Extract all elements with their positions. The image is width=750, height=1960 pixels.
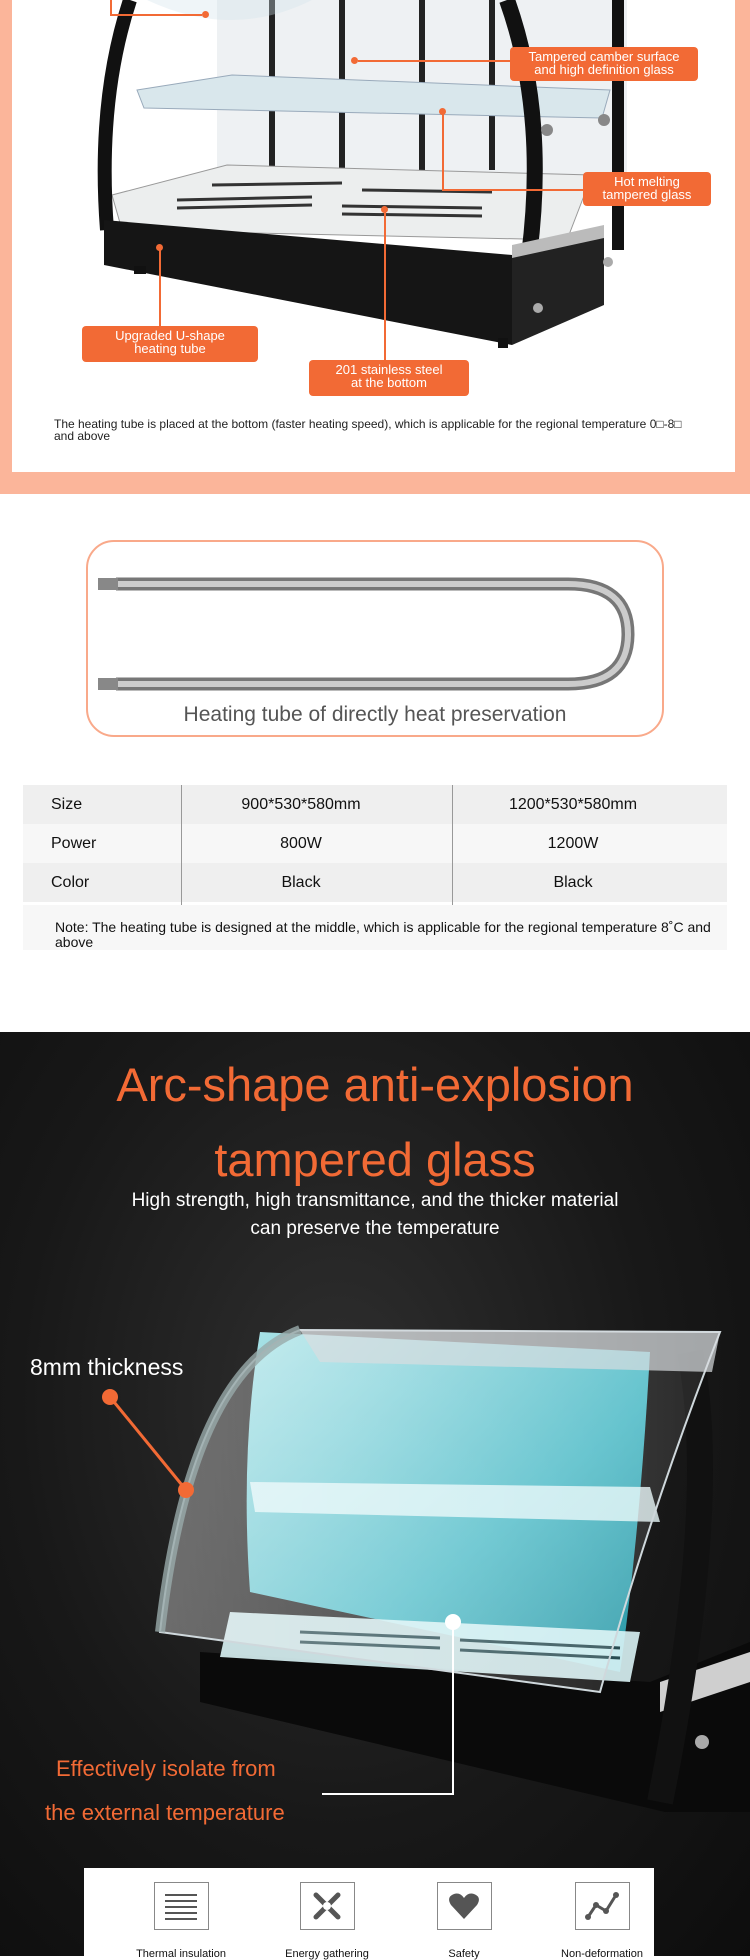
glass-title-line2: tampered glass — [214, 1133, 536, 1186]
table-row — [23, 824, 727, 863]
callout-hot-melting: Hot melting tampered glass — [583, 172, 711, 206]
glass-subtitle-line2: can preserve the temperature — [250, 1218, 500, 1239]
glass-title-line1: Arc-shape anti-explosion — [116, 1058, 634, 1111]
feature-label: Thermal insulation — [136, 1948, 226, 1960]
callout-dot — [351, 57, 358, 64]
isolate-line1: Effectively isolate from — [56, 1756, 276, 1781]
column-divider — [452, 785, 453, 905]
thickness-label: 8mm thickness — [30, 1354, 184, 1380]
isolate-line2: the external temperature — [45, 1800, 285, 1825]
glass-subtitle-line1: High strength, high transmittance, and the thicker material — [131, 1190, 619, 1211]
leader-line — [442, 189, 595, 191]
hero-caption: The heating tube is placed at the bottom (faster heating speed), which is applicable for the regional temperature 0□-8□ and above — [54, 417, 682, 443]
table-row — [23, 785, 727, 824]
row-label: Power — [51, 835, 97, 852]
feature-thermal — [121, 1868, 241, 1960]
leader-line — [110, 0, 112, 14]
cell-1200: 1200W — [547, 835, 599, 852]
callout-glass: Tampered camber surface and high definition glass — [510, 47, 698, 81]
leader-line — [442, 112, 444, 189]
u-shape-tube-illustration — [98, 570, 654, 700]
feature-label: Non-deformation — [561, 1948, 643, 1960]
feature-safety — [404, 1868, 524, 1960]
column-divider — [181, 785, 182, 905]
cell-900: 800W — [280, 835, 322, 852]
leader-line — [358, 60, 515, 62]
spec-note: Note: The heating tube is designed at the middle, which is applicable for the regional temperature 8˚C and above — [55, 919, 711, 950]
callout-u-shape: Upgraded U-shape heating tube — [82, 326, 258, 362]
cell-1200: Black — [553, 874, 593, 891]
heart-icon — [437, 1882, 492, 1930]
row-label: Size — [51, 796, 83, 813]
cell-1200: 1200*530*580mm — [508, 796, 638, 813]
cell-900: Black — [281, 874, 321, 891]
feature-bar — [84, 1868, 654, 1960]
hero-panel — [12, 0, 735, 472]
feature-label: Energy gathering — [285, 1948, 369, 1960]
callout-steel: 201 stainless steel at the bottom — [309, 360, 469, 396]
row-label: Color — [51, 874, 90, 891]
lines-icon — [154, 1882, 209, 1930]
feature-label: Safety — [448, 1948, 480, 1960]
glass-section — [0, 1032, 750, 1956]
leader-line — [110, 14, 202, 16]
cell-900: 900*530*580mm — [241, 796, 361, 813]
table-row — [23, 863, 727, 902]
hero-section — [0, 0, 750, 494]
feature-nondeformation — [542, 1868, 662, 1960]
leader-line — [159, 248, 161, 328]
heating-tube-card — [86, 540, 664, 737]
graph-icon — [575, 1882, 630, 1930]
callout-dot — [202, 11, 209, 18]
leader-line — [384, 210, 386, 360]
tube-caption: Heating tube of directly heat preservation — [183, 703, 567, 726]
wrench-cross-icon — [300, 1882, 355, 1930]
feature-energy — [267, 1868, 387, 1960]
